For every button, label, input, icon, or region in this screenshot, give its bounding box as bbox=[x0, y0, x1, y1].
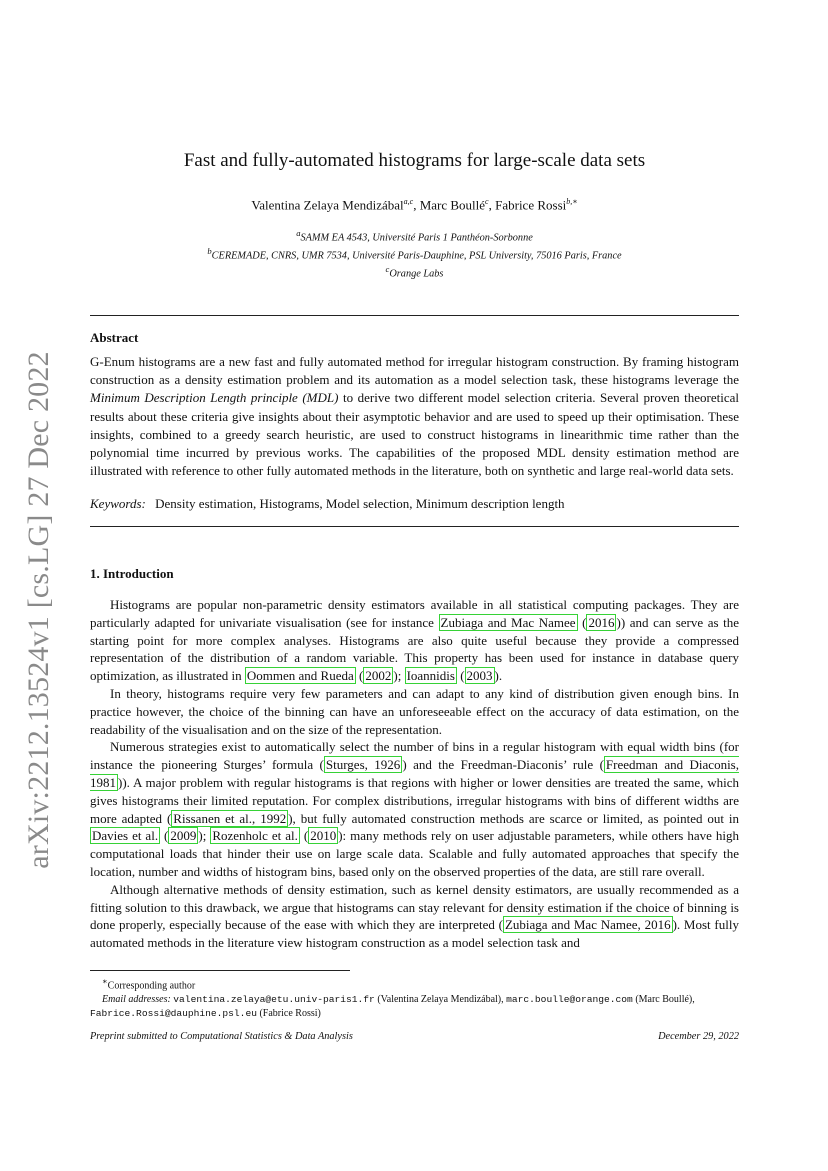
citation-link[interactable]: Davies et al. bbox=[92, 828, 159, 844]
keywords-label: Keywords: bbox=[90, 496, 146, 511]
citation-link[interactable]: 2010 bbox=[310, 828, 337, 844]
abstract-emphasis: Minimum Description Length principle (MDL) bbox=[90, 390, 339, 406]
citation-link[interactable]: 2003 bbox=[466, 668, 493, 684]
preprint-date: December 29, 2022 bbox=[658, 1031, 739, 1042]
author-affil-mark: a,c bbox=[403, 197, 414, 206]
footnote-emails-cont bbox=[90, 1007, 739, 1021]
affiliation-text: SAMM EA 4543, Université Paris 1 Panthéon-Sorbonne bbox=[300, 232, 533, 244]
author-name: Valentina Zelaya Mendizábal bbox=[251, 197, 404, 213]
paragraph: Numerous strategies exist to automatically select the number of bins in a regular histogram with equal width bins (for instance the pioneering Sturges’ formula ( Sturges, 1926 ) and the Freedman-Diaconis’ rule ( Freedman and Diaconis, 1981 )). A major problem with regular histograms is that regions with higher or lower densities are treated the same, which gives histograms their limited reputation. For complex distributions, irregular histograms with bins of different widths are more adapted ( Rissanen et al., 1992 ), but fully automated construction methods are scarce or limited, as pointed out in Davies et al. ( 2009 ); Rozenholc et al. ( 2010 ): many methods rely on user adjustable parameters, while others have high computational loads that hinder their use on large scale data. Scalable and fully automated approaches that specify the location, number and widths of histogram bins, based only on the observed properties of the data, are still rare overall. bbox=[90, 739, 739, 879]
citation-link[interactable]: Zubiaga and Mac Namee, 2016 bbox=[504, 917, 671, 933]
citation-link[interactable]: Freedman and Diaconis, 1981 bbox=[90, 757, 739, 790]
affiliation-mark: c bbox=[385, 263, 390, 274]
keywords-list: Density estimation, Histograms, Model selection, Minimum description length bbox=[155, 496, 565, 511]
email-owner: (Valentina Zelaya Mendizábal), bbox=[374, 994, 507, 1006]
email-owner: (Marc Boullé), bbox=[632, 994, 695, 1006]
paper-title: Fast and fully-automated histograms for large-scale data sets bbox=[183, 150, 646, 171]
abstract-text bbox=[90, 353, 739, 480]
citation-link[interactable]: Rissanen et al., 1992 bbox=[173, 810, 287, 826]
affiliation-mark: a bbox=[296, 228, 301, 238]
section-heading: 1. Introduction bbox=[90, 566, 174, 581]
citation-link[interactable]: Oommen and Rueda bbox=[246, 668, 354, 684]
keywords-line bbox=[90, 496, 739, 512]
footnote-mark: ∗ bbox=[102, 977, 108, 986]
email-label: Email addresses: bbox=[102, 994, 171, 1006]
author-list: Valentina Zelaya Mendizábal$^{a,c}$, Marc Boullé$^c$, Fabrice Rossi$^{b,∗}$ bbox=[251, 197, 578, 213]
footnote-text: Corresponding author bbox=[107, 980, 196, 992]
preprint-footer bbox=[90, 1031, 739, 1042]
introduction-body bbox=[90, 596, 739, 952]
arxiv-stamp bbox=[14, 351, 64, 869]
author-affil-mark: c bbox=[485, 197, 489, 206]
author-name: Marc Boullé bbox=[419, 197, 486, 213]
affiliation-text: Orange Labs bbox=[389, 268, 444, 280]
footnote-corresponding bbox=[90, 975, 739, 993]
affiliation-list bbox=[90, 227, 739, 281]
footnote-rule bbox=[90, 970, 350, 971]
citation-link[interactable]: Rozenholc et al. bbox=[212, 828, 298, 844]
email-owner: (Fabrice Rossi) bbox=[256, 1008, 321, 1020]
footnotes bbox=[90, 975, 739, 1021]
email-address[interactable]: marc.boulle@orange.com bbox=[506, 994, 633, 1006]
footnote-emails bbox=[90, 993, 739, 1007]
preprint-venue: Preprint submitted to Computational Statistics & Data Analysis bbox=[90, 1031, 353, 1042]
affiliation bbox=[90, 263, 739, 281]
citation-link[interactable]: Sturges, 1926 bbox=[325, 757, 401, 773]
arxiv-stamp-text: arXiv:2212.13524v1 [cs.LG] 27 Dec 2022 bbox=[22, 351, 55, 869]
affiliation-mark: b bbox=[207, 245, 212, 256]
abstract-part: G-Enum histograms are a new fast and fully automated method for irregular histogram construction. By framing histogram construction as a density estimation problem and its automation as a model selection task, these histograms leverage the bbox=[90, 354, 739, 388]
paragraph: In theory, histograms require very few parameters and can adapt to any kind of distribution given enough bins. In practice however, the choice of the binning can have an unforeseeable effect on the accuracy of data estimation, on the readability of the visualisation and on the size of the representation. bbox=[90, 685, 739, 737]
paragraph: Although alternative methods of density estimation, such as kernel density estimators, are usually recommended as a fitting solution to this drawback, we argue that histograms can stay relevant for density estimation if the choice of binning is done properly, especially because of the ease with which they are interpreted ( Zubiaga and Mac Namee, 2016 ). Most fully automated methods in the literature view histogram construction as a model selection task and bbox=[90, 881, 739, 951]
abstract-heading: Abstract bbox=[90, 330, 139, 345]
citation-link[interactable]: Zubiaga and Mac Namee bbox=[440, 614, 576, 630]
abstract-top-rule bbox=[90, 315, 739, 316]
author-affil-mark: b,∗ bbox=[566, 197, 578, 206]
affiliation bbox=[90, 245, 739, 263]
email-address[interactable]: valentina.zelaya@etu.univ-paris1.fr bbox=[173, 994, 375, 1006]
abstract-bottom-rule bbox=[90, 526, 739, 527]
paragraph: Histograms are popular non-parametric density estimators available in all statistical computing packages. They are particularly adapted for univariate visualisation (see for instance Zubiaga and Mac Namee ( 2016 )) and can serve as the starting point for more complex analyses. Histograms are also quite useful because they provide a compressed representation of the distribution of a random variable. This property has been used for instance in database query optimization, as illustrated in Oommen and Rueda ( 2002 ); Ioannidis ( 2003 ). bbox=[90, 597, 740, 684]
author-name: Fabrice Rossi bbox=[495, 197, 567, 213]
abstract-part: to derive two different model selection criteria. Several proven theoretical results about these criteria give insights about their asymptotic behavior and are used to speed up their optimisation. These insights, combined to a greedy search heuristic, are used to construct histograms in linearithmic time rather than the polynomial time incurred by previous works. The capabilities of the proposed MDL density estimation method are illustrated with reference to other fully automated methods in the literature, both on synthetic and large real-world data sets. bbox=[90, 390, 739, 479]
citation-link[interactable]: 2002 bbox=[365, 668, 392, 684]
affiliation-text: CEREMADE, CNRS, UMR 7534, Université Paris-Dauphine, PSL University, 75016 Paris, France bbox=[211, 250, 622, 262]
citation-link[interactable]: 2016 bbox=[588, 614, 615, 630]
citation-link[interactable]: 2009 bbox=[170, 828, 197, 844]
email-address[interactable]: Fabrice.Rossi@dauphine.psl.eu bbox=[90, 1008, 257, 1020]
affiliation bbox=[90, 227, 739, 245]
citation-link[interactable]: Ioannidis bbox=[406, 668, 455, 684]
